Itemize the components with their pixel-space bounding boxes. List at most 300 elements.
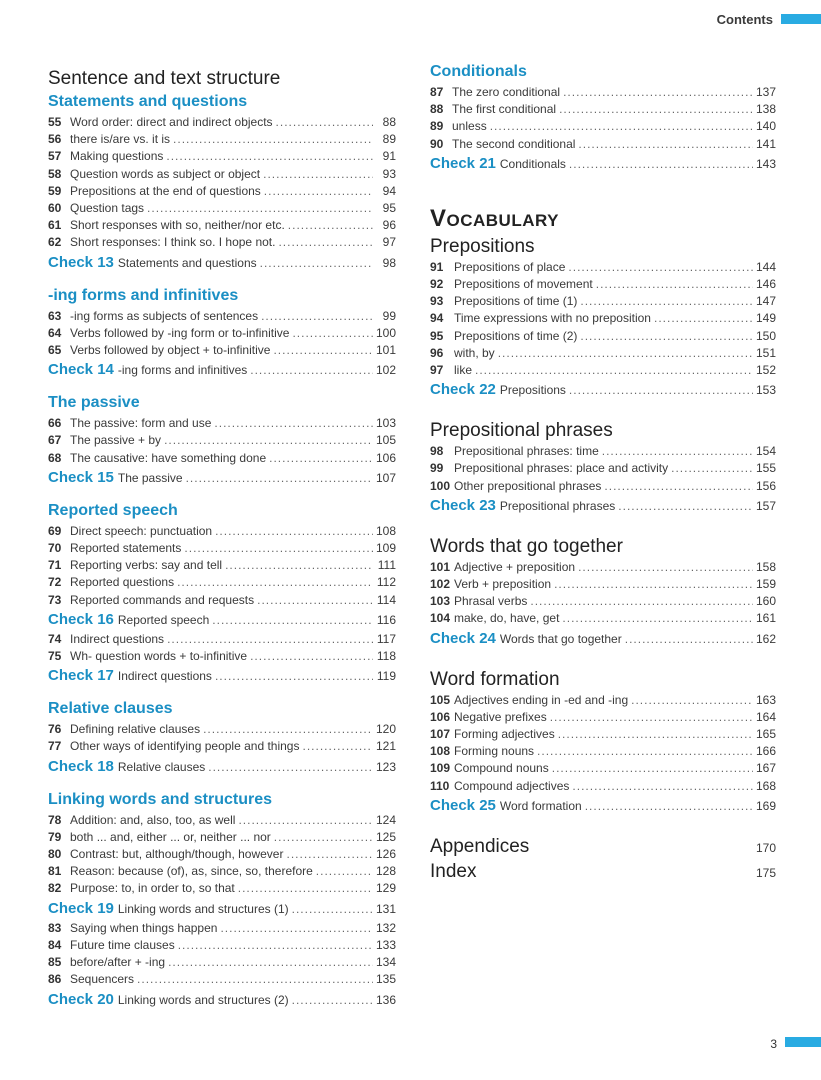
toc-section	[48, 393, 396, 489]
toc-entry[interactable]	[48, 812, 396, 829]
page-ref: 143	[755, 156, 776, 171]
dot-leader	[186, 467, 373, 489]
toc-entry[interactable]	[430, 118, 776, 135]
unit-number: 85	[48, 955, 62, 970]
unit-title: Direct speech: punctuation	[70, 523, 213, 538]
unit-title: like	[454, 363, 473, 378]
unit-number: 101	[430, 559, 451, 574]
dot-leader	[238, 812, 373, 829]
toc-entry[interactable]	[430, 259, 776, 276]
check-label: Check 14	[48, 361, 114, 379]
page-ref: 159	[755, 577, 776, 592]
unit-title: -ing forms as subjects of sentences	[70, 308, 259, 323]
dot-leader	[238, 880, 373, 897]
page-ref: 105	[375, 433, 396, 448]
toc-entry[interactable]	[430, 692, 776, 709]
toc-entry[interactable]	[430, 593, 776, 610]
check-label: Check 22	[430, 381, 496, 399]
unit-number: 94	[430, 311, 444, 326]
unit-title: Verb + preposition	[454, 577, 552, 592]
section-title: Statements and questions	[48, 93, 248, 110]
unit-title: The passive: form and use	[70, 416, 212, 431]
toc-entry[interactable]	[430, 345, 776, 362]
unit-title: Future time clauses	[70, 937, 175, 952]
unit-title: The first conditional	[452, 102, 557, 117]
check-label: Check 20	[48, 990, 114, 1008]
page-ref: 129	[375, 881, 396, 896]
check-label: Check 24	[430, 629, 496, 647]
check-title: -ing forms and infinitives	[117, 363, 248, 378]
unit-title: Short responses with so, neither/nor etc.	[70, 218, 285, 233]
toc-entry[interactable]	[48, 920, 396, 937]
dot-leader	[568, 259, 753, 276]
page-ref: 162	[755, 631, 776, 646]
unit-title: Sequencers	[70, 972, 135, 987]
check-title: Linking words and structures (2)	[117, 992, 289, 1007]
check-title: Conditionals	[499, 156, 566, 171]
dot-leader	[184, 540, 373, 557]
page-ref: 101	[375, 343, 396, 358]
page-ref: 116	[376, 612, 396, 627]
toc-entry[interactable]	[430, 709, 776, 726]
check-title: Linking words and structures (1)	[117, 901, 289, 916]
unit-title: Prepositional phrases: time	[454, 444, 599, 459]
unit-title: Making questions	[70, 149, 164, 164]
page-ref: 114	[376, 592, 396, 607]
check-entry[interactable]	[430, 495, 776, 517]
footer-accent-bar	[785, 1037, 821, 1047]
section-title: Conditionals	[430, 63, 527, 80]
unit-title: Question words as subject or object	[70, 166, 261, 181]
check-entry[interactable]	[430, 628, 776, 650]
unit-number: 78	[48, 812, 62, 827]
toc-entry[interactable]	[430, 443, 776, 460]
toc-entry[interactable]	[430, 576, 776, 593]
toc-entry[interactable]	[48, 523, 396, 540]
dot-leader	[558, 726, 753, 743]
dot-leader	[554, 576, 753, 593]
unit-title: Question tags	[70, 201, 145, 216]
dot-leader	[572, 778, 753, 795]
toc-entry[interactable]	[48, 148, 396, 165]
page-ref: 163	[755, 692, 776, 707]
unit-number: 72	[48, 575, 62, 590]
index-label: Index	[430, 860, 477, 882]
dot-leader	[569, 153, 753, 175]
check-label: Check 17	[48, 667, 114, 685]
toc-section	[48, 286, 396, 382]
check-entry[interactable]	[430, 153, 776, 175]
check-entry[interactable]	[430, 795, 776, 817]
appendices-entry[interactable]	[430, 835, 776, 860]
check-entry[interactable]	[48, 252, 396, 274]
toc-entry[interactable]	[48, 217, 396, 234]
unit-number: 104	[430, 611, 451, 626]
toc-entry[interactable]	[48, 308, 396, 325]
unit-number: 59	[48, 183, 62, 198]
unit-number: 108	[430, 744, 451, 759]
dot-leader	[167, 631, 373, 648]
toc-section	[430, 62, 776, 175]
check-entry[interactable]	[430, 379, 776, 401]
check-entry[interactable]	[48, 609, 396, 631]
unit-title: Prepositions of place	[454, 259, 566, 274]
dot-leader	[604, 478, 753, 495]
dot-leader	[164, 432, 373, 449]
check-label: Check 25	[430, 796, 496, 814]
unit-number: 82	[48, 881, 62, 896]
unit-title: Wh- question words + to-infinitive	[70, 649, 248, 664]
page-ref: 89	[382, 132, 396, 147]
dot-leader	[578, 136, 753, 153]
dot-leader	[261, 308, 373, 325]
page-ref: 149	[755, 311, 776, 326]
unit-title: Adjective + preposition	[454, 559, 576, 574]
unit-number: 65	[48, 343, 62, 358]
dot-leader	[260, 252, 373, 274]
unit-title: Forming adjectives	[454, 727, 555, 742]
unit-number: 90	[430, 136, 444, 151]
check-label: Check 21	[430, 154, 496, 172]
toc-entry[interactable]	[430, 276, 776, 293]
page-ref: 121	[375, 739, 396, 754]
unit-title: Addition: and, also, too, as well	[70, 812, 236, 827]
page-ref: 147	[755, 294, 776, 309]
toc-entry[interactable]	[48, 557, 396, 574]
toc-entry[interactable]	[430, 84, 776, 101]
dot-leader	[654, 310, 753, 327]
unit-title: Phrasal verbs	[454, 594, 528, 609]
unit-number: 93	[430, 294, 444, 309]
toc-entry[interactable]	[48, 131, 396, 148]
dot-leader	[498, 345, 753, 362]
section-title: -ing forms and infinitives	[48, 286, 239, 304]
unit-title: Prepositional phrases: place and activity	[454, 461, 669, 476]
toc-entry[interactable]	[48, 631, 396, 648]
toc-entry[interactable]	[430, 101, 776, 118]
toc-entry[interactable]	[48, 540, 396, 557]
toc-section	[48, 501, 396, 687]
toc-entry[interactable]	[48, 234, 396, 251]
toc-entry[interactable]	[48, 415, 396, 432]
page-ref: 160	[755, 594, 776, 609]
toc-entry[interactable]	[430, 478, 776, 495]
toc-entry[interactable]	[48, 183, 396, 200]
unit-number: 68	[48, 450, 62, 465]
dot-leader	[257, 592, 373, 609]
check-entry[interactable]	[48, 665, 396, 687]
toc-entry[interactable]	[430, 310, 776, 327]
dot-leader	[316, 863, 373, 880]
check-label: Check 23	[430, 496, 496, 514]
dot-leader	[578, 559, 753, 576]
header-accent-bar	[781, 14, 821, 24]
page-ref: 119	[376, 669, 396, 684]
toc-entry[interactable]	[48, 166, 396, 183]
unit-title: both ... and, either ... or, neither ... nor	[70, 829, 271, 844]
dot-leader	[580, 328, 753, 345]
page-ref: 169	[755, 798, 776, 813]
unit-title: Reason: because (of), as, since, so, therefore	[70, 864, 313, 879]
unit-title: Verbs followed by -ing form or to-infinitive	[70, 325, 290, 340]
unit-number: 88	[430, 102, 444, 117]
toc-entry[interactable]	[430, 328, 776, 345]
section-title: The passive	[48, 394, 140, 412]
unit-number: 84	[48, 937, 62, 952]
toc-entry[interactable]	[48, 342, 396, 359]
unit-number: 106	[430, 709, 451, 724]
check-label: Check 18	[48, 757, 114, 775]
dot-leader	[178, 937, 373, 954]
page-ref: 131	[375, 901, 396, 916]
unit-number: 80	[48, 847, 62, 862]
unit-number: 96	[430, 345, 444, 360]
toc-entry[interactable]	[48, 863, 396, 880]
unit-number: 57	[48, 149, 62, 164]
toc-entry[interactable]	[430, 726, 776, 743]
dot-leader	[276, 114, 373, 131]
page-ref: 124	[375, 812, 396, 827]
toc-entry[interactable]	[430, 293, 776, 310]
vocabulary-title: Vocabulary	[430, 204, 559, 232]
unit-title: with, by	[454, 345, 495, 360]
unit-number: 103	[430, 594, 451, 609]
unit-number: 74	[48, 631, 62, 646]
page-ref: 136	[375, 992, 396, 1007]
unit-number: 105	[430, 692, 451, 707]
toc-entry[interactable]	[48, 574, 396, 591]
unit-number: 86	[48, 972, 62, 987]
check-entry[interactable]	[48, 989, 396, 1011]
unit-number: 89	[430, 119, 444, 134]
section-title: Reported speech	[48, 501, 178, 519]
page-ref: 156	[755, 478, 776, 493]
unit-number: 95	[430, 328, 444, 343]
check-entry[interactable]	[48, 898, 396, 920]
toc-entry[interactable]	[430, 362, 776, 379]
unit-title: The passive + by	[70, 433, 162, 448]
unit-number: 100	[430, 478, 451, 493]
section-title: Word formation	[430, 668, 560, 690]
page-ref: 140	[755, 119, 776, 134]
unit-title: Forming nouns	[454, 744, 535, 759]
section-title: Prepositional phrases	[430, 420, 613, 442]
dot-leader	[212, 609, 373, 631]
unit-number: 79	[48, 829, 62, 844]
toc-section	[48, 92, 396, 274]
page-ref: 91	[382, 149, 396, 164]
page-ref: 166	[755, 744, 776, 759]
unit-number: 102	[430, 577, 451, 592]
toc-entry[interactable]	[48, 432, 396, 449]
toc-entry[interactable]	[48, 738, 396, 755]
toc-entry[interactable]	[430, 559, 776, 576]
page-ref: 102	[375, 363, 396, 378]
page-ref: 117	[376, 631, 396, 646]
dot-leader	[618, 495, 753, 517]
dot-leader	[215, 523, 373, 540]
toc-entry[interactable]	[48, 721, 396, 738]
unit-number: 83	[48, 920, 62, 935]
toc-entry[interactable]	[430, 760, 776, 777]
unit-title: The causative: have something done	[70, 450, 267, 465]
toc-entry[interactable]	[48, 954, 396, 971]
left-column	[48, 62, 396, 1011]
check-label: Check 16	[48, 610, 114, 628]
check-title: Reported speech	[117, 612, 210, 627]
dot-leader	[263, 166, 373, 183]
unit-number: 75	[48, 649, 62, 664]
page-ref: 97	[382, 235, 396, 250]
unit-number: 64	[48, 325, 62, 340]
unit-number: 87	[430, 85, 444, 99]
toc-entry[interactable]	[48, 937, 396, 954]
dot-leader	[269, 450, 373, 467]
dot-leader	[537, 743, 753, 760]
check-title: Statements and questions	[117, 255, 257, 270]
dot-leader	[302, 738, 372, 755]
dot-leader	[166, 148, 373, 165]
unit-number: 109	[430, 761, 451, 776]
toc-entry[interactable]	[48, 450, 396, 467]
unit-number: 110	[430, 778, 450, 793]
page-ref: 109	[375, 541, 396, 556]
page-ref: 135	[375, 972, 396, 987]
check-title: Prepositional phrases	[499, 498, 616, 513]
dot-leader	[550, 709, 753, 726]
appendices-label: Appendices	[430, 835, 530, 857]
toc-entry[interactable]	[48, 971, 396, 988]
unit-title: Prepositions of time (2)	[454, 328, 578, 343]
page-ref: 118	[376, 649, 396, 664]
toc-entry[interactable]	[430, 610, 776, 627]
unit-number: 81	[48, 864, 62, 879]
unit-title: Time expressions with no preposition	[454, 311, 651, 326]
section-title: Words that go together	[430, 535, 623, 557]
dot-leader	[168, 954, 373, 971]
unit-title: Compound nouns	[454, 761, 549, 776]
unit-number: 77	[48, 739, 62, 754]
check-title: Words that go together	[499, 631, 622, 646]
dot-leader	[250, 359, 373, 381]
page-ref: 103	[375, 416, 396, 431]
page-ref: 158	[755, 559, 776, 574]
toc-entry[interactable]	[48, 114, 396, 131]
unit-number: 92	[430, 277, 444, 292]
unit-title: The zero conditional	[452, 85, 561, 99]
dot-leader	[214, 415, 373, 432]
toc-entry[interactable]	[48, 880, 396, 897]
dot-leader	[215, 665, 373, 687]
dot-leader	[671, 460, 753, 477]
unit-title: Other ways of identifying people and things	[70, 739, 300, 754]
toc-entry[interactable]	[430, 778, 776, 795]
page-ref: 165	[755, 727, 776, 742]
left-sections	[48, 92, 396, 1011]
toc-entry[interactable]	[430, 460, 776, 477]
unit-title: Negative prefixes	[454, 709, 547, 724]
toc-entry[interactable]	[48, 200, 396, 217]
appendices-page: 170	[755, 840, 776, 855]
dot-leader	[273, 342, 373, 359]
unit-title: The second conditional	[452, 136, 576, 151]
check-entry[interactable]	[48, 756, 396, 778]
unit-title: before/after + -ing	[70, 955, 166, 970]
dot-leader	[631, 692, 753, 709]
check-title: Indirect questions	[117, 669, 212, 684]
check-entry[interactable]	[48, 467, 396, 489]
unit-title: Word order: direct and indirect objects	[70, 115, 273, 129]
running-header: Contents	[716, 12, 773, 27]
dot-leader	[147, 200, 373, 217]
toc-entry[interactable]	[430, 136, 776, 153]
dot-leader	[274, 829, 373, 846]
page-ref: 98	[382, 255, 396, 270]
page-ref: 99	[382, 308, 396, 323]
page-ref: 167	[755, 761, 776, 776]
dot-leader	[602, 443, 753, 460]
toc-entry[interactable]	[430, 743, 776, 760]
dot-leader	[225, 557, 373, 574]
toc-entry[interactable]	[48, 846, 396, 863]
page-ref: 146	[755, 277, 776, 292]
unit-number: 67	[48, 433, 62, 448]
dot-leader	[625, 628, 753, 650]
page-ref: 133	[375, 937, 396, 952]
check-entry[interactable]	[48, 359, 396, 381]
toc-section	[430, 535, 776, 650]
page-ref: 151	[755, 345, 776, 360]
unit-number: 76	[48, 722, 62, 737]
page-ref: 155	[755, 461, 776, 476]
right-column	[430, 62, 776, 885]
check-label: Check 15	[48, 468, 114, 486]
dot-leader	[220, 920, 373, 937]
dot-leader	[562, 610, 753, 627]
unit-title: there is/are vs. it is	[70, 132, 171, 147]
toc-section	[48, 790, 396, 1011]
unit-number: 70	[48, 541, 62, 556]
page-ref: 111	[377, 558, 396, 573]
dot-leader	[177, 574, 373, 591]
page-ref: 153	[755, 383, 776, 398]
part-title: Sentence and text structure	[48, 68, 281, 89]
page-ref: 126	[375, 847, 396, 862]
dot-leader	[292, 989, 373, 1011]
toc-entry[interactable]	[48, 325, 396, 342]
page-ref: 95	[382, 201, 396, 216]
page-number: 3	[770, 1037, 777, 1051]
unit-title: Contrast: but, although/though, however	[70, 847, 284, 862]
page-ref: 112	[376, 575, 396, 590]
dot-leader	[490, 118, 753, 135]
page-ref: 164	[755, 709, 776, 724]
page-ref: 141	[755, 136, 776, 151]
index-entry[interactable]	[430, 860, 776, 885]
page-ref: 94	[382, 183, 396, 198]
toc-entry[interactable]	[48, 592, 396, 609]
check-label: Check 13	[48, 253, 114, 271]
section-title: Prepositions	[430, 235, 535, 257]
toc-entry[interactable]	[48, 829, 396, 846]
check-title: The passive	[117, 470, 183, 485]
dot-leader	[292, 325, 373, 342]
toc-entry[interactable]	[48, 648, 396, 665]
unit-number: 69	[48, 523, 62, 538]
unit-number: 56	[48, 132, 62, 147]
dot-leader	[596, 276, 753, 293]
unit-number: 71	[48, 558, 62, 573]
